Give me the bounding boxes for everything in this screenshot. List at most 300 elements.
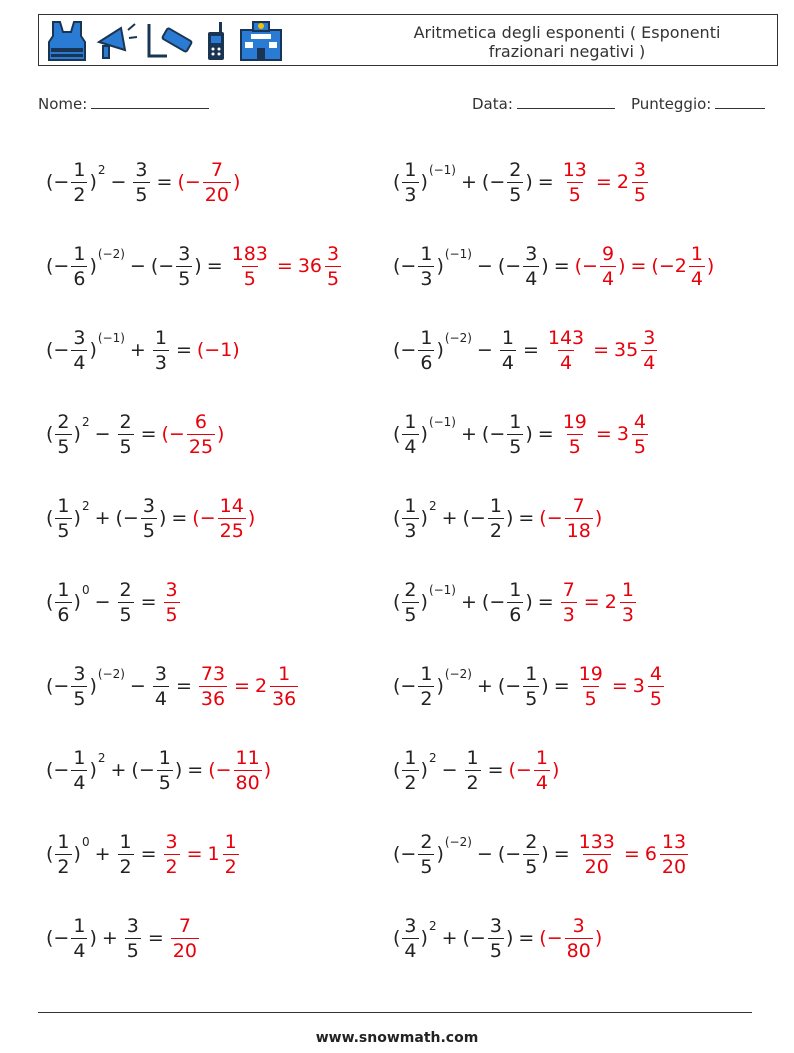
numerator: 1	[154, 326, 167, 349]
answer	[162, 831, 241, 878]
fraction	[325, 243, 341, 290]
operator: =	[518, 927, 535, 949]
fraction	[402, 411, 418, 458]
paren: (−	[497, 675, 522, 697]
name-field[interactable]	[38, 94, 209, 113]
paren: )	[541, 255, 549, 277]
paren: (−	[46, 171, 70, 193]
fraction	[71, 159, 87, 206]
denominator: 6	[73, 267, 86, 290]
numerator: 3	[489, 914, 502, 937]
fraction	[632, 411, 648, 458]
answer	[177, 159, 240, 206]
exponent: (−2)	[444, 667, 472, 681]
paren: (−	[539, 507, 563, 529]
denominator: 5	[126, 939, 139, 962]
problem-right-6	[393, 560, 714, 644]
exponent: 2	[81, 499, 90, 513]
operator: −	[476, 339, 493, 361]
operator: =	[522, 339, 539, 361]
answer	[544, 327, 659, 374]
problem-right-2	[393, 224, 714, 308]
exponent: (−1)	[444, 247, 472, 261]
numerator: 3	[572, 914, 585, 937]
paren: (−	[508, 759, 532, 781]
fraction	[418, 831, 434, 878]
operator: =	[206, 255, 223, 277]
numerator: 9	[601, 242, 615, 265]
footer-divider	[38, 1012, 752, 1013]
answer	[197, 663, 300, 710]
fraction	[153, 663, 169, 710]
paren: (−	[208, 759, 232, 781]
paren: (	[393, 423, 401, 445]
paren: )	[420, 927, 428, 949]
numerator: 1	[73, 242, 86, 265]
operator: +	[461, 423, 477, 445]
operator: −	[476, 255, 493, 277]
operator: =	[147, 927, 164, 949]
denominator: 4	[73, 939, 86, 962]
vest-icon	[45, 20, 89, 62]
fraction	[71, 747, 87, 794]
paren: )	[594, 927, 603, 949]
problems-left-column	[46, 140, 343, 980]
fraction	[141, 495, 157, 542]
problem-right-3	[393, 308, 714, 392]
whole-number: 1	[207, 843, 220, 865]
numerator: 1	[158, 746, 171, 769]
problem-right-4	[393, 392, 714, 476]
fraction	[199, 663, 227, 710]
paren: )	[263, 759, 272, 781]
fraction	[133, 159, 149, 206]
paren: (−	[46, 339, 70, 361]
date-field[interactable]	[472, 94, 615, 113]
numerator: 3	[126, 914, 139, 937]
score-blank[interactable]	[715, 94, 765, 109]
operator: −	[129, 675, 146, 697]
fraction	[561, 159, 589, 206]
paren: )	[525, 171, 533, 193]
paren: )	[505, 507, 514, 529]
operator: −	[110, 171, 127, 193]
paren: )	[541, 675, 549, 697]
paren: )	[618, 255, 626, 277]
denominator: 5	[633, 183, 646, 206]
numerator: 3	[327, 242, 340, 265]
answer	[162, 579, 182, 626]
denominator: 36	[272, 687, 297, 710]
answer	[509, 747, 560, 794]
worksheet-header	[38, 14, 778, 66]
walkie-talkie-icon	[201, 20, 231, 62]
denominator: 4	[525, 267, 538, 290]
date-label: Data:	[472, 95, 513, 113]
denominator: 4	[601, 267, 615, 290]
paren: (−	[481, 423, 506, 445]
paren: (−	[150, 255, 175, 277]
fraction	[125, 915, 141, 962]
denominator: 5	[633, 435, 646, 458]
numerator: 13	[562, 158, 587, 181]
problems-right-column	[393, 140, 714, 980]
problem-left-10	[46, 896, 343, 980]
denominator: 18	[566, 519, 591, 542]
fraction	[689, 243, 705, 290]
denominator: 5	[243, 267, 256, 290]
paren: (−	[192, 507, 216, 529]
numerator: 3	[73, 662, 86, 685]
fraction	[402, 747, 418, 794]
operator: =	[487, 759, 504, 781]
denominator: 80	[566, 939, 591, 962]
paren: )	[436, 843, 444, 865]
paren: )	[505, 927, 514, 949]
operator: −	[476, 843, 493, 865]
denominator: 3	[404, 519, 417, 542]
exponent: 2	[428, 751, 437, 765]
numerator: 7	[178, 914, 191, 937]
problem-left-1	[46, 140, 343, 224]
exponent: 0	[81, 835, 90, 849]
denominator: 20	[661, 855, 687, 878]
denominator: 5	[568, 435, 581, 458]
denominator: 20	[204, 183, 229, 206]
denominator: 5	[489, 939, 502, 962]
denominator: 6	[57, 603, 70, 626]
fraction	[402, 579, 418, 626]
fraction	[418, 243, 434, 290]
denominator: 5	[525, 855, 538, 878]
paren: (−	[393, 255, 417, 277]
paren: )	[706, 255, 715, 277]
paren: )	[89, 255, 97, 277]
fraction	[507, 579, 523, 626]
operator: =	[583, 591, 600, 613]
fraction	[164, 831, 180, 878]
numerator: 73	[200, 662, 226, 685]
numerator: 3	[142, 494, 155, 517]
paren: (−	[462, 927, 486, 949]
fraction	[71, 243, 87, 290]
problem-right-1	[393, 140, 714, 224]
numerator: 1	[404, 158, 417, 181]
fraction	[230, 243, 270, 290]
numerator: 3	[73, 326, 86, 349]
numerator: 1	[57, 830, 70, 853]
denominator: 4	[73, 771, 86, 794]
denominator: 2	[119, 855, 132, 878]
numerator: 1	[57, 578, 70, 601]
numerator: 19	[578, 662, 603, 685]
operator: =	[140, 591, 157, 613]
numerator: 2	[404, 578, 417, 601]
problem-right-5	[393, 476, 714, 560]
numerator: 1	[501, 326, 514, 349]
fraction	[600, 243, 616, 290]
denominator: 5	[119, 603, 132, 626]
numerator: 1	[509, 578, 522, 601]
exponent: (−1)	[428, 415, 456, 429]
numerator: 1	[420, 242, 433, 265]
problem-left-2	[46, 224, 343, 308]
fraction	[203, 159, 231, 206]
paren: (	[46, 591, 54, 613]
fraction	[488, 495, 504, 542]
answer	[208, 747, 271, 794]
operator: =	[186, 843, 203, 865]
operator: +	[461, 591, 477, 613]
numerator: 2	[119, 410, 132, 433]
exponent: (−2)	[97, 247, 125, 261]
answer	[197, 339, 240, 361]
numerator: 1	[224, 830, 237, 853]
whole-number: 36	[297, 255, 322, 277]
denominator: 25	[188, 435, 214, 458]
operator: =	[537, 423, 554, 445]
operator: =	[553, 675, 570, 697]
fraction	[118, 411, 134, 458]
numerator: 1	[690, 242, 703, 265]
paren: (−	[46, 759, 70, 781]
police-station-icon	[237, 20, 285, 62]
paren: (−	[46, 255, 70, 277]
operator: +	[94, 843, 111, 865]
paren: (−	[115, 507, 139, 529]
operator: =	[156, 171, 173, 193]
numerator: 19	[562, 410, 587, 433]
fraction	[507, 411, 523, 458]
operator: =	[595, 423, 612, 445]
numerator: 1	[119, 830, 132, 853]
denominator: 5	[509, 435, 522, 458]
paren: )	[436, 675, 444, 697]
fraction	[620, 579, 636, 626]
paren: )	[525, 591, 533, 613]
numerator: 3	[404, 914, 417, 937]
paren: )	[247, 507, 256, 529]
paren: )	[232, 171, 241, 193]
paren: )	[158, 507, 167, 529]
fraction	[218, 495, 246, 542]
denominator: 4	[154, 687, 167, 710]
answer	[228, 243, 343, 290]
operator: =	[234, 675, 250, 697]
paren: (−1)	[196, 339, 240, 361]
operator: =	[140, 423, 157, 445]
denominator: 5	[584, 687, 597, 710]
operator: =	[630, 255, 647, 277]
numerator: 7	[572, 494, 585, 517]
fraction	[523, 243, 539, 290]
numerator: 3	[643, 326, 656, 349]
megaphone-icon	[95, 20, 139, 62]
whole-number: 2	[616, 171, 629, 193]
paren: (−	[161, 423, 185, 445]
fraction	[523, 663, 539, 710]
denominator: 3	[420, 267, 433, 290]
denominator: 4	[404, 435, 417, 458]
fraction	[55, 579, 71, 626]
answer	[192, 495, 255, 542]
name-label: Nome:	[38, 95, 88, 113]
fraction	[223, 831, 239, 878]
denominator: 2	[489, 519, 502, 542]
numerator: 1	[525, 662, 538, 685]
paren: (−	[393, 339, 417, 361]
denominator: 5	[119, 435, 132, 458]
operator: =	[175, 339, 192, 361]
paren: )	[594, 507, 603, 529]
paren: (	[393, 507, 401, 529]
paren: (−	[497, 843, 522, 865]
numerator: 3	[135, 158, 148, 181]
paren: )	[420, 507, 428, 529]
paren: )	[194, 255, 202, 277]
exponent: (−2)	[97, 667, 125, 681]
numerator: 3	[165, 578, 178, 601]
paren: )	[89, 171, 97, 193]
paren: (	[393, 927, 401, 949]
operator: =	[171, 507, 188, 529]
numerator: 7	[210, 158, 223, 181]
problem-left-9	[46, 812, 343, 896]
denominator: 5	[420, 855, 433, 878]
paren: )	[73, 591, 81, 613]
denominator: 5	[135, 183, 148, 206]
paren: )	[436, 339, 444, 361]
operator: =	[187, 759, 204, 781]
operator: +	[94, 507, 111, 529]
problem-left-8	[46, 728, 343, 812]
denominator: 3	[562, 603, 575, 626]
denominator: 5	[649, 687, 662, 710]
footer-url[interactable]: www.snowmath.com	[315, 1030, 479, 1046]
denominator: 36	[200, 687, 226, 710]
exponent: 2	[81, 415, 90, 429]
fraction	[546, 327, 586, 374]
exponent: 2	[428, 919, 437, 933]
fraction	[55, 411, 71, 458]
denominator: 2	[165, 855, 178, 878]
exponent: (−1)	[97, 331, 125, 345]
paren: (−	[46, 927, 70, 949]
numerator: 14	[219, 494, 244, 517]
fraction	[648, 663, 664, 710]
date-blank[interactable]	[517, 94, 615, 109]
score-field[interactable]	[631, 94, 765, 113]
paren: )	[420, 171, 428, 193]
name-blank[interactable]	[91, 94, 209, 109]
answer	[539, 495, 602, 542]
numerator: 183	[231, 242, 268, 265]
denominator: 6	[420, 351, 433, 374]
fraction	[577, 831, 617, 878]
fraction	[270, 663, 298, 710]
operator: +	[129, 339, 146, 361]
paren: (	[46, 507, 54, 529]
paren: (−	[393, 843, 417, 865]
paren: (−	[539, 927, 563, 949]
answer	[575, 663, 666, 710]
numerator: 1	[489, 494, 502, 517]
exponent: (−2)	[444, 331, 472, 345]
fraction	[561, 411, 589, 458]
numerator: 2	[525, 830, 538, 853]
answer	[575, 243, 715, 290]
fraction	[418, 327, 434, 374]
denominator: 5	[525, 687, 538, 710]
operator: +	[441, 507, 458, 529]
operator: +	[441, 927, 458, 949]
operator: −	[94, 591, 111, 613]
numerator: 6	[194, 410, 207, 433]
paren: (	[46, 843, 54, 865]
exponent: (−1)	[428, 163, 456, 177]
problem-right-10	[393, 896, 714, 980]
paren: )	[420, 759, 428, 781]
paren: (−	[481, 591, 506, 613]
fraction	[187, 411, 215, 458]
fraction	[176, 243, 192, 290]
fraction	[118, 831, 134, 878]
paren: (	[46, 423, 54, 445]
numerator: 1	[404, 746, 417, 769]
numerator: 1	[278, 662, 291, 685]
denominator: 25	[219, 519, 244, 542]
fraction	[500, 327, 516, 374]
answer	[539, 915, 602, 962]
paren: )	[89, 759, 97, 781]
denominator: 5	[404, 603, 417, 626]
fraction	[534, 747, 550, 794]
paren: (−2	[651, 255, 687, 277]
paren: )	[89, 675, 97, 697]
denominator: 4	[73, 351, 86, 374]
operator: +	[476, 675, 493, 697]
paren: (−	[481, 171, 506, 193]
denominator: 5	[178, 267, 191, 290]
fraction	[632, 159, 648, 206]
denominator: 3	[404, 183, 417, 206]
denominator: 5	[57, 435, 70, 458]
paren: )	[89, 339, 97, 361]
numerator: 1	[404, 410, 417, 433]
numerator: 11	[235, 746, 260, 769]
numerator: 1	[73, 158, 86, 181]
fraction	[418, 663, 434, 710]
operator: +	[461, 171, 477, 193]
operator: =	[537, 171, 554, 193]
fraction	[153, 327, 169, 374]
fraction	[164, 579, 180, 626]
whole-number: 2	[604, 591, 617, 613]
denominator: 2	[466, 771, 479, 794]
operator: −	[129, 255, 146, 277]
denominator: 20	[584, 855, 609, 878]
denominator: 20	[172, 939, 197, 962]
operator: =	[553, 843, 570, 865]
denominator: 5	[509, 183, 522, 206]
numerator: 3	[178, 242, 191, 265]
fraction	[641, 327, 657, 374]
paren: (−	[393, 675, 417, 697]
numerator: 1	[420, 662, 433, 685]
denominator: 2	[73, 183, 86, 206]
paren: (−	[177, 171, 201, 193]
operator: =	[276, 255, 293, 277]
